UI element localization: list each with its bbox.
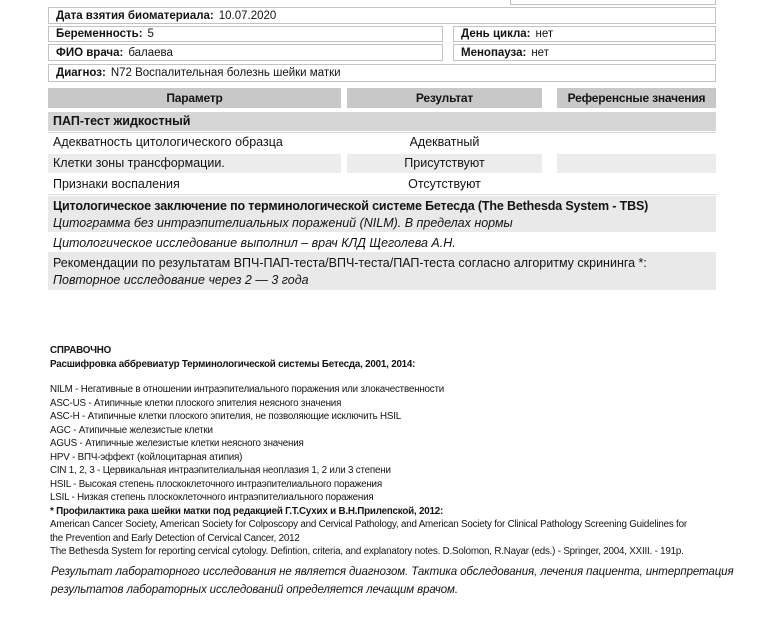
- field-biomaterial-date: [48, 7, 716, 24]
- field-diagnosis: [48, 64, 716, 82]
- field-value: нет: [535, 28, 554, 40]
- row-divider: [48, 194, 716, 195]
- field-label: Беременность:: [56, 28, 143, 40]
- abbreviation-line: HSIL - Высокая степень плоскоклеточного интраэпителиального поражения: [50, 478, 382, 490]
- section-pap-test: ПАП-тест жидкостный: [48, 112, 716, 131]
- abbreviation-line: ASC-H - Атипичные клетки плоского эпителия, не позволяющие исключить HSIL: [50, 411, 402, 422]
- recommendation-text: Повторное исследование через 2 — 3 года: [53, 272, 309, 287]
- field-value: 10.07.2020: [218, 9, 277, 22]
- conclusion-text: Цитограмма без интраэпителиальных поражений (NILM). В пределах нормы: [53, 215, 513, 230]
- abbreviation-line: AGC - Атипичные железистые клетки: [50, 424, 213, 436]
- field-label: Менопауза:: [461, 46, 527, 59]
- table-row-result: Отсутствуют: [408, 177, 481, 191]
- column-header-result: Результат: [347, 88, 542, 108]
- citation-line: The Bethesda System for reporting cervical cytology. Defintion, criteria, and explanatory notes. D.Solomon, R.Nayar (eds.) - Springer, 2004, XXIII. - 191p.: [50, 546, 684, 557]
- citation-line: American Cancer Society, American Society for Colposcopy and Cervical Pathology, and American Society for Clinical Pathology Screening Guidelines for: [50, 519, 687, 530]
- field-label: День цикла:: [461, 28, 531, 40]
- spacer: [50, 371, 687, 383]
- column-header-reference: Референсные значения: [557, 88, 716, 108]
- table-row-result: Присутствуют: [347, 154, 542, 173]
- field-label: Дата взятия биоматериала:: [56, 9, 214, 22]
- abbreviation-line: AGUS - Атипичные железистые клетки неясного значения: [50, 438, 304, 449]
- table-row-param: Адекватность цитологического образца: [53, 135, 283, 149]
- abbreviation-line: NILM - Негативные в отношении интраэпителиального поражения или злокачественности: [50, 384, 445, 395]
- recommendation-title: Рекомендации по результатам ВПЧ-ПАП-теста/ВПЧ-теста/ПАП-теста согласно алгоритму скрининга *:: [53, 256, 647, 270]
- recommendation-block: [48, 252, 716, 290]
- reference-section: [50, 344, 687, 559]
- reference-heading: СПРАВОЧНО: [50, 345, 112, 356]
- field-label: Диагноз:: [56, 67, 106, 79]
- table-row-reference: [557, 154, 716, 173]
- citation-line: the Prevention and Early Detection of Cervical Cancer, 2012: [50, 532, 300, 544]
- table-row-param: Признаки воспаления: [53, 177, 180, 191]
- field-doctor-name: [48, 44, 443, 61]
- performed-by-line: Цитологическое исследование выполнил – врач КЛД Щеголева А.Н.: [53, 236, 456, 250]
- field-label: ФИО врача:: [56, 46, 124, 59]
- field-value: балаева: [128, 46, 173, 59]
- field-menopause: [453, 44, 716, 61]
- disclaimer: [51, 563, 734, 599]
- conclusion-block: [48, 196, 716, 232]
- field-cycle-day: [453, 26, 716, 42]
- column-header-parameter: Параметр: [48, 88, 341, 108]
- table-row-result: Адекватный: [409, 135, 480, 149]
- prevention-reference-line: * Профилактика рака шейки матки под редакцией Г.Т.Сухих и В.Н.Прилепской, 2012:: [50, 505, 444, 517]
- disclaimer-line: результатов лабораторных исследований определяется лечащим врачом.: [51, 584, 458, 596]
- abbreviation-line: CIN 1, 2, 3 - Цервикальная интраэпителиальная неоплазия 1, 2 или 3 степени: [50, 465, 391, 476]
- reference-subheading: Расшифровка аббревиатур Терминологической системы Бетесда, 2001, 2014:: [50, 358, 416, 370]
- field-pregnancy: [48, 26, 443, 42]
- disclaimer-line: Результат лабораторного исследования не является диагнозом. Тактика обследования, лечения пациента, интерпретация: [51, 566, 734, 578]
- abbreviation-line: LSIL - Низкая степень плоскоклеточного интраэпителиального поражения: [50, 492, 374, 503]
- field-value: N72 Воспалительная болезнь шейки матки: [110, 67, 341, 79]
- table-row-param: Клетки зоны трансформации.: [48, 154, 341, 173]
- field-value: нет: [531, 46, 549, 59]
- abbreviation-line: ASC-US - Атипичные клетки плоского эпителия неясного значения: [50, 397, 342, 409]
- conclusion-title: Цитологическое заключение по терминологической системе Бетесда (The Bethesda System - TBS): [53, 199, 649, 213]
- field-value: 5: [147, 28, 154, 40]
- clipped-header-box: [510, 0, 716, 5]
- abbreviation-line: HPV - ВПЧ-эффект (койлоцитарная атипия): [50, 451, 243, 463]
